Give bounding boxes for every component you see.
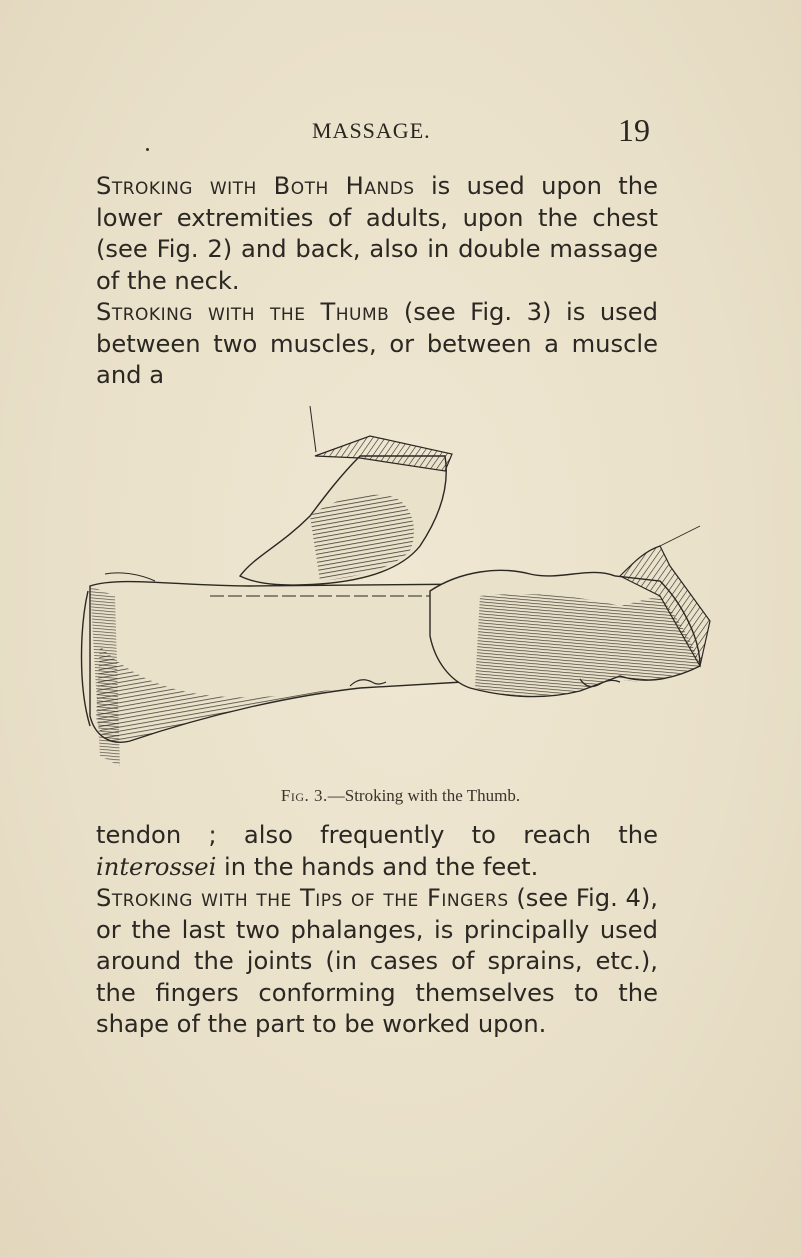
paragraph-fingertips	[96, 883, 658, 1041]
running-title: MASSAGE.	[312, 118, 431, 143]
paragraph-text: (see Fig. 3) is used between two muscles, or between a muscle and a	[96, 298, 658, 389]
continuation-italic-term: interossei	[96, 852, 217, 881]
figure-stroking-thumb-illustration	[60, 396, 720, 776]
figure-caption	[0, 786, 801, 806]
paragraph-lead: Stroking with the Tips of the Fingers	[96, 884, 509, 912]
continuation-text: tendon ; also frequently to reach the	[96, 821, 658, 849]
page-number: 19	[618, 112, 650, 148]
paragraph-continuation	[96, 820, 658, 883]
running-head	[0, 112, 801, 158]
continuation-text-end: in the hands and the feet.	[216, 852, 539, 881]
caption-label: Fig. 3.	[280, 786, 328, 805]
text-block-bottom	[96, 820, 658, 1041]
paragraph-lead: Stroking with the Thumb	[96, 298, 390, 326]
paragraph-thumb	[96, 297, 658, 392]
caption-text: —Stroking with the Thumb.	[327, 786, 521, 805]
ink-speck	[146, 148, 149, 151]
text-block-top	[96, 171, 658, 392]
paragraph-both-hands	[96, 171, 658, 297]
paragraph-lead: Stroking with Both Hands	[96, 172, 415, 200]
paragraph-text: is used upon the lower extremities of adults, upon the chest (see Fig. 2) and back, also in double massage of the neck.	[96, 172, 658, 295]
paragraph-text: (see Fig. 4), or the last two phalanges, is principally used around the joints (in cases of sprains, etc.), the fingers conforming themselves to the shape of the part to be worked upon.	[96, 884, 658, 1038]
